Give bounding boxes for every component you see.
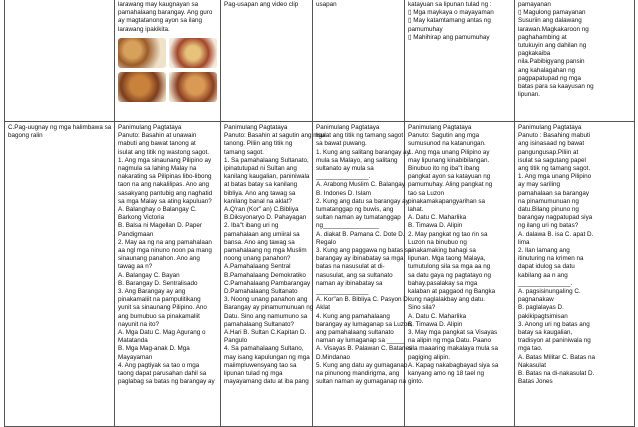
text-line: 1. Ang mga unang Pilipino — [518, 173, 592, 181]
text-line: _______________. — [316, 173, 371, 181]
text-line: 5. Kung ang datu ay gumaganap — [316, 361, 408, 369]
text-line: B. Balsa ni Magellan D. Paper — [118, 222, 203, 230]
text-line: 3. Ang Barangay ay ang — [118, 288, 186, 296]
text-line: tumutulong sila sa mga aa ng — [408, 263, 491, 271]
text-line: mayayamang datu at iba pang — [224, 378, 309, 386]
text-line: at batas batay sa kanilang — [224, 181, 298, 189]
text-line: A. diakat B. Pamana C. Dote D. — [316, 230, 405, 238]
text-line: sinaunang panahon. Ano ang — [118, 255, 200, 263]
text-line: pamahalaang Sultanato? — [224, 320, 295, 328]
text-line: ▯ Mga maykaya o mayayaman — [408, 9, 494, 17]
text-line: A. pagsisinungaling C. — [518, 288, 581, 296]
text-line: ng ilang uri ng batas? — [518, 222, 579, 230]
text-line: ipinatutupad ni Sultan ang — [224, 165, 297, 173]
text-line: tawag aa n? — [118, 263, 153, 271]
text-line: sasakyang pantubig ang naghatid — [118, 189, 213, 197]
text-line: B. Timawa D. Alipin — [408, 320, 463, 328]
text-line: 3. Anong uri ng batas ang — [518, 320, 590, 328]
text-line: sila maaaring makalaya mula sa — [408, 345, 498, 353]
text-line: 3. Noong unang panahon ang — [224, 296, 308, 304]
text-line: Pag-usapan ang video clip — [224, 1, 299, 8]
text-line: tutukuyin ang dahilan ng — [518, 42, 587, 50]
text-line: B. Barangay D. Sentralisado — [118, 279, 198, 287]
text-line: tao sa Luzon — [408, 189, 445, 197]
text-line: 2. May pangkat ng tao rin sa — [408, 230, 488, 238]
text-line: kanilang banal na aklat? — [224, 197, 292, 205]
text-line: A. Kapag nakabagbayad siya sa — [408, 361, 499, 369]
text-line: D.Pamahalaang Sultanato — [224, 288, 298, 296]
text-line: kanyang amo ng 18 tael ng — [408, 370, 484, 378]
text-line: Panuto: Basahin at unawain — [118, 132, 197, 140]
text-line: ▯ Mahihirap ang pamumuhay — [408, 33, 490, 41]
text-line: isulat sa sagutang papel — [518, 156, 586, 164]
text-line: paghahambing at — [518, 33, 567, 41]
text-line: Barangay ay pinamumunuan ng — [224, 304, 314, 312]
text-line: bansa. Ano ang tawag sa — [224, 238, 295, 246]
text-line: noong unang panahon? — [224, 255, 291, 263]
text-line: na pinamumunuan ng — [518, 197, 579, 205]
text-line: pamumuhay. Aling pangkat ng — [408, 181, 493, 189]
text-line: pinakamakapangyarihan sa — [408, 197, 486, 205]
text-line: A.Pamahalaang Sentral — [224, 263, 291, 271]
row2-col6-cell — [515, 122, 635, 427]
text-line: Binubuo ito ng iba"t ibang — [408, 165, 480, 173]
text-line: B. Timawa D. Alipin — [408, 222, 463, 230]
text-line: 2. Ilan lamang ang — [518, 247, 570, 255]
text-line: batas na nasusulat at di- — [316, 263, 385, 271]
text-line: B.Pamahalaang Demokratiko — [224, 271, 306, 279]
text-line: Panimulang Pagtataya — [408, 124, 472, 131]
text-line: katayuan sa lipunan tulad ng : — [408, 1, 492, 8]
text-line: na alipin ng mga Datu. Paano — [408, 337, 491, 345]
text-line: pinakamaliit na pampulitikang — [118, 296, 201, 304]
text-line: ang pamahalaang sultanato — [316, 329, 394, 337]
row2-col4-cell — [313, 122, 413, 427]
text-line: A. Datu C. Maharlika — [408, 214, 467, 222]
text-line: mga tao. — [518, 345, 543, 353]
text-line: pamayanan — [518, 1, 551, 8]
text-line: barangay nagpatupad siya — [518, 214, 593, 222]
text-line: 4. Ang pagtiyak sa tao o mga — [118, 361, 200, 369]
text-line: Panuto: Basahin at sagutin ang mga — [224, 132, 326, 140]
text-line: Panimulang Pagtataya — [518, 124, 582, 131]
text-line: aa ngl mga ninuno noon pa mang — [118, 247, 212, 255]
text-line: nayunit na ito? — [118, 320, 159, 328]
lesson-plan-table — [4, 0, 635, 427]
text-line: bagong ralin — [8, 132, 43, 140]
text-line: A. Balangay C. Bayan — [118, 271, 180, 279]
text-line: tumatanggap ng buwis, ang — [316, 206, 394, 214]
text-line: kabilang aa n ang — [518, 271, 568, 279]
text-line: kanilang kaugalian, paniniwala — [224, 173, 310, 181]
text-line: Nakasulat — [518, 361, 547, 369]
text-line: _______________. — [518, 279, 573, 287]
text-line: Isulat ang titik ng tamang sagot — [316, 132, 404, 140]
row1-col4-cell — [313, 0, 405, 122]
text-line: B. Batas na di-nakasulat D. — [518, 370, 595, 378]
text-line: 3. Kung ang paggawa ng batas sa — [316, 247, 412, 255]
text-line: A. Batas Militar C. Batas na — [518, 353, 595, 361]
text-line: barangay ay lumaganap sa Luzon, — [316, 320, 413, 328]
text-line: nagmula sa lahing Malay na — [118, 165, 197, 173]
text-line: sa bawat puwang. — [316, 140, 367, 148]
text-line: Panimulang Pagtataya — [118, 124, 182, 131]
text-line: pagnanakaw — [518, 296, 554, 304]
text-line: B. paglalayas D. — [518, 304, 564, 312]
text-line: Datu. Sino ang namumuno sa — [224, 312, 308, 320]
text-line: lipunan tulad ng mga — [224, 370, 283, 378]
text-line: B.Diksyonaryo D. Pahayagan — [224, 214, 307, 222]
food-images — [118, 72, 217, 102]
text-line: Luzon na binubuo ng — [408, 238, 467, 246]
text-line: pangungusap.Piliin at — [518, 148, 579, 156]
text-line: 1. Kung ang salitang barangay ay — [316, 148, 410, 156]
text-line: 4. Kung ang pamahalaang — [316, 312, 390, 320]
text-line: Mayayaman — [118, 353, 153, 361]
text-line: lima — [518, 238, 530, 246]
text-line: _______________ — [316, 288, 369, 296]
row2-col5-cell — [405, 122, 515, 427]
text-line: sultan naman ay tumatanggap — [316, 214, 401, 222]
table-row — [5, 122, 635, 427]
text-line: Panuto: Sagutin ang mga — [408, 132, 480, 140]
text-line: C.Pamahalaang Pambarangay — [224, 279, 311, 287]
text-line: 1. Ang mga unang Pilipino ay — [408, 148, 490, 156]
text-line: A. Mga Datu C. Mag Agurang o — [118, 329, 206, 337]
text-line: ginto. — [408, 378, 424, 386]
text-line: mabuti ang bawat tanong at — [118, 140, 196, 148]
text-line: D.Mindanao — [316, 353, 350, 361]
text-line: ay magtatanong ayon sa ilang — [118, 17, 203, 25]
text-line: Panuto : Basahing mabuti — [518, 132, 591, 140]
text-line: ang kahalagahan ng — [518, 66, 576, 74]
text-line: sultanato ay mula sa — [316, 165, 374, 173]
text-line: lipunan. Mga taong Malaya, — [408, 255, 486, 263]
text-line: A. Kor"an B. Bibliya C. Pasyon D. — [316, 296, 410, 304]
text-line: ▯ Magulong pamayanan — [518, 9, 586, 17]
text-line: sultan naman ay gumaganap na — [316, 378, 406, 386]
text-line: larawang may kaugnayan sa — [118, 1, 199, 8]
text-line: lahat. — [408, 206, 424, 214]
row1-col2-cell — [115, 0, 221, 122]
text-line: isulat ang titik ng wastong sagot. — [118, 148, 210, 156]
text-line: maiimpluwensyang tao sa — [224, 361, 297, 369]
text-line: A. Datu C. Maharlika — [408, 312, 467, 320]
text-line: ay may sariling — [518, 181, 560, 189]
text-line: Panimulang Pagtataya — [224, 124, 288, 131]
text-line: itinuturing na krimen na — [518, 255, 584, 263]
text-line: pamahalaan ang umiiral sa — [224, 230, 300, 238]
text-line: pamahalaang barangay. Ang guro — [118, 9, 213, 17]
text-line: larawang ipakikita. — [118, 25, 170, 33]
text-line: kung naglalakbay ang datu. — [408, 296, 486, 304]
row1-col1-cell — [5, 0, 115, 122]
text-line: naman ay ibinabatay sa — [316, 279, 383, 287]
text-line: 2. May aa ng na ang pamahalaan — [118, 238, 212, 246]
text-line: Susuriin ang dalawang — [518, 17, 582, 25]
text-line: sa datu gaya ng pagtatayo ng — [408, 271, 491, 279]
text-line: B. Indones D. Islam — [316, 189, 371, 197]
text-line: 2. Kung ang datu sa barangay ay — [316, 197, 409, 205]
text-line: nasusulat, ang sa sultanato — [316, 271, 393, 279]
text-line: mula sa Malayo, ang salitang — [316, 156, 398, 164]
text-line: Pandigmaan — [118, 230, 154, 238]
text-line: taong dapat parusahan dahil sa — [118, 370, 207, 378]
text-line: 2. Iba"t ibang uri ng — [224, 222, 279, 230]
text-line: A.Hari B. Sultan C.Kapitan D. — [224, 329, 307, 337]
food-photo — [169, 72, 217, 102]
text-line: sumusunod na katanungan. — [408, 140, 486, 148]
text-line: A. Arabong Muslim C. Balangay — [316, 181, 405, 189]
text-line: pangkat ayon sa katayuan ng — [408, 173, 491, 181]
text-line: pakikipagtsimisan — [518, 312, 568, 320]
text-line: Matatanda — [118, 337, 148, 345]
row1-col6-cell — [515, 0, 635, 122]
text-line: 1. Sa pamahalaang Sultanato, — [224, 156, 309, 164]
text-line: naman ay lumaganap sa _____ — [316, 337, 405, 345]
row1-col5-cell — [405, 0, 515, 122]
text-line: Regalo — [316, 238, 336, 246]
text-line: Barkong Victoria — [118, 214, 165, 222]
text-line: taon na ang nakalilipas. Ano ang — [118, 181, 210, 189]
row1-col3-cell — [221, 0, 313, 122]
text-line: ng________________ — [316, 222, 380, 230]
text-line: batas para sa kaayusan ng — [518, 83, 594, 91]
text-line: pagpapatupad ng mga — [518, 74, 582, 82]
text-line: ang titik ng tamang sagot. — [518, 165, 591, 173]
text-line: paglabag sa batas ng barangay ay — [118, 378, 215, 386]
text-line: ang isinasaad ng bawat — [518, 140, 585, 148]
text-line: Pangulo — [224, 337, 248, 345]
text-line: Sino sila? — [408, 304, 436, 312]
text-line: pagiging alipin. — [408, 353, 451, 361]
text-line: kalaban at paggaod ng Bangka — [408, 288, 496, 296]
text-line: A. Visayas B. Palawan C. Batanes — [316, 345, 413, 353]
text-line: sa mga Malay sa ating kapuluan? — [118, 197, 212, 205]
text-line: nila.Pabibigyang pansin — [518, 58, 585, 66]
table-row — [5, 0, 635, 122]
text-line: pamumuhay — [408, 25, 443, 33]
text-line: 4. Sa pamahalaang Sultano, — [224, 345, 304, 353]
food-images — [118, 38, 217, 68]
text-line: A. dalawa B. isa C. apat D. — [518, 230, 594, 238]
text-line: ang bumubuo sa pinakamaliit — [118, 312, 200, 320]
text-line: pamahalaan sa barangay — [518, 189, 590, 197]
text-line: Aklat — [316, 304, 330, 312]
text-line: datu.Bilang pinuno ng — [518, 206, 579, 214]
row2-col1-cell — [5, 122, 115, 427]
row2-col2-cell — [115, 122, 221, 427]
text-line: yunit sa sinaunang Pilipino. Ano — [118, 304, 207, 312]
text-line: C.Pag-uugnay ng mga halimbawa sa — [8, 124, 112, 131]
food-photo — [118, 38, 166, 68]
text-line: barangay ay ibinabatay sa mga — [316, 255, 404, 263]
text-line: usapan — [316, 1, 337, 8]
text-line: ▯ May katamtamang antas ng — [408, 17, 491, 25]
text-line: A. Balanghay o Balangay C. — [118, 206, 197, 214]
text-line: Panimulang Pagtataya — [316, 124, 380, 131]
text-line: Batas Jones — [518, 378, 553, 386]
text-line: may lipunang kinabibilangan. — [408, 156, 490, 164]
text-line: larawan.Magkakaroon ng — [518, 25, 589, 33]
text-line: tradisyon at paniniwala ng — [518, 337, 591, 345]
text-line: 3. May mga pangkat sa Visayas — [408, 329, 498, 337]
text-line: A.Q'ran (Kor" an) C.Bibliya — [224, 206, 299, 214]
food-photo — [169, 38, 217, 68]
text-line: lipunan. — [518, 91, 541, 99]
text-line: tamang sagot. — [224, 148, 264, 156]
text-line: tanong. Piliin ang titik ng — [224, 140, 293, 148]
text-line: B. Mga Mag-anak D. Mga — [118, 345, 190, 353]
text-line: batay sa kaugalian, — [518, 329, 573, 337]
food-photo — [118, 72, 166, 102]
text-line: na pinunong mandirigma, ang — [316, 370, 400, 378]
text-line: may isang kapulungan ng mga — [224, 353, 310, 361]
text-line: dapat idulog sa datu — [518, 263, 575, 271]
text-line: bahay.pasalakay sa mga — [408, 279, 478, 287]
text-line: pagkakaiba — [518, 50, 551, 58]
text-line: 1. Ang mga sinaunang Pilipino ay — [118, 156, 212, 164]
text-line: pinakamaking bahagi sa — [408, 247, 476, 255]
text-line: bibliya. Ano ang tawag sa — [224, 189, 296, 197]
text-line: pamahalaang ng mga Muslim — [224, 247, 307, 255]
text-line: nakarating sa Pilipinas libo-libong — [118, 173, 212, 181]
